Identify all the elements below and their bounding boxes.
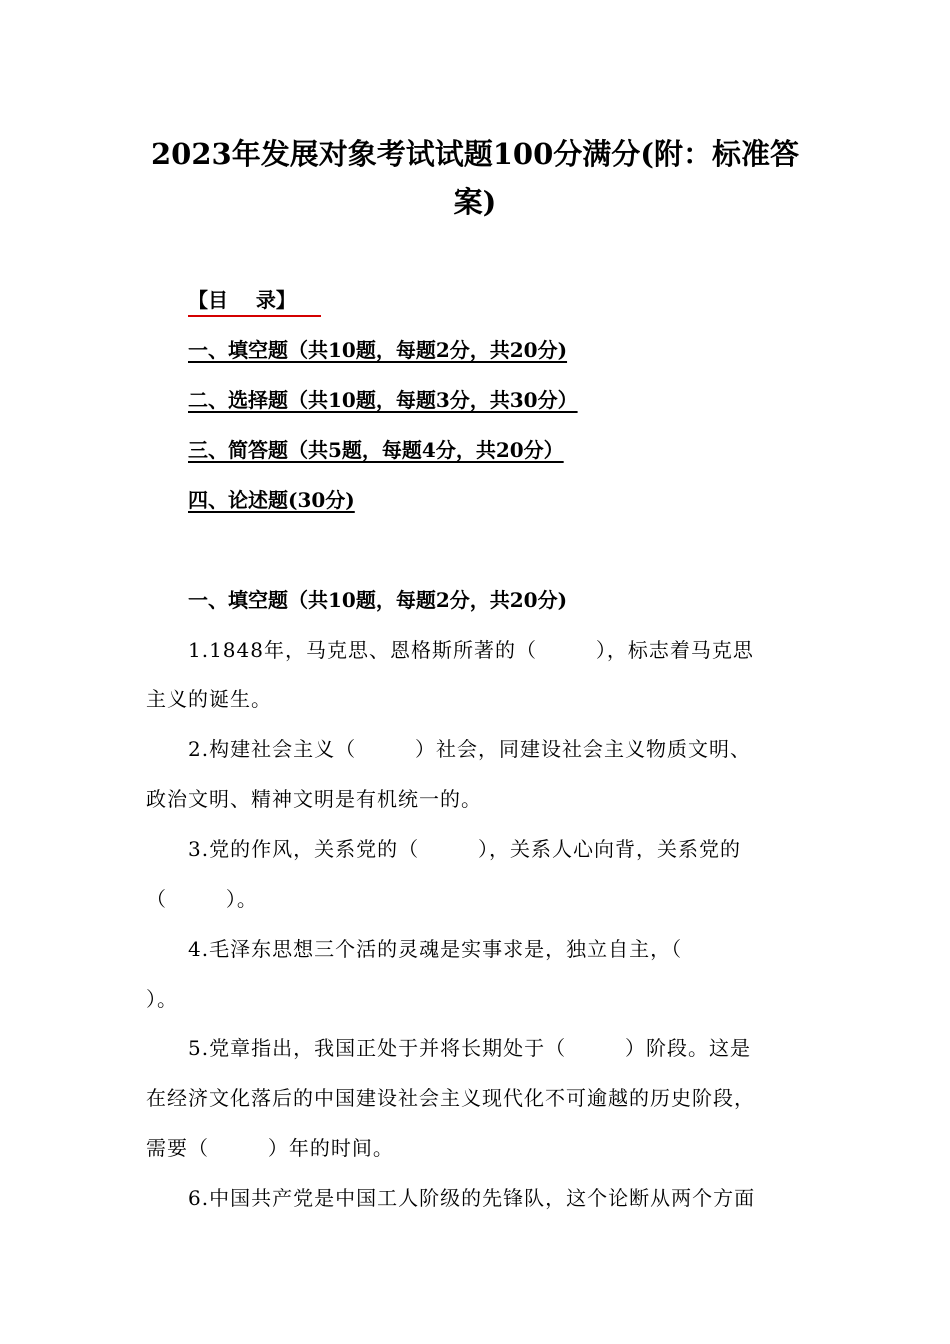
question-line: 政治文明、精神文明是有机统一的。: [146, 787, 482, 811]
question-line: 2.构建社会主义（ ）社会，同建设社会主义物质文明、: [188, 737, 751, 761]
question-line: （ ）。: [146, 887, 258, 911]
toc-heading-underline: [188, 315, 321, 317]
toc-link-essay[interactable]: 四、论述题(30分): [188, 488, 355, 512]
document-title-line1: 2023年发展对象考试试题100分满分(附：标准答: [151, 137, 799, 171]
question-line: ）。: [146, 987, 178, 1011]
section-heading-fill-in: 一、填空题（共10题，每题2分，共20分): [188, 588, 568, 612]
toc-link-short-answer[interactable]: 三、简答题（共5题，每题4分，共20分）: [188, 438, 564, 462]
toc-heading: 【目 录】: [188, 288, 296, 312]
document-title-line2: 案): [453, 185, 497, 219]
question-line: 5.党章指出，我国正处于并将长期处于（ ）阶段。这是: [188, 1036, 751, 1060]
toc-link-fill-in[interactable]: 一、填空题（共10题，每题2分，共20分): [188, 338, 568, 362]
question-line: 4.毛泽东思想三个活的灵魂是实事求是，独立自主，（: [188, 937, 683, 961]
question-line: 6.中国共产党是中国工人阶级的先锋队，这个论断从两个方面: [188, 1186, 756, 1210]
question-line: 在经济文化落后的中国建设社会主义现代化不可逾越的历史阶段，: [146, 1086, 755, 1110]
question-line: 需要（ ）年的时间。: [146, 1136, 394, 1160]
question-line: 1.1848年，马克思、恩格斯所著的（ ），标志着马克思: [188, 638, 754, 662]
question-line: 3.党的作风，关系党的（ ），关系人心向背，关系党的: [188, 837, 741, 861]
toc-link-multiple-choice[interactable]: 二、选择题（共10题，每题3分，共30分）: [188, 388, 578, 412]
question-line: 主义的诞生。: [146, 687, 272, 711]
